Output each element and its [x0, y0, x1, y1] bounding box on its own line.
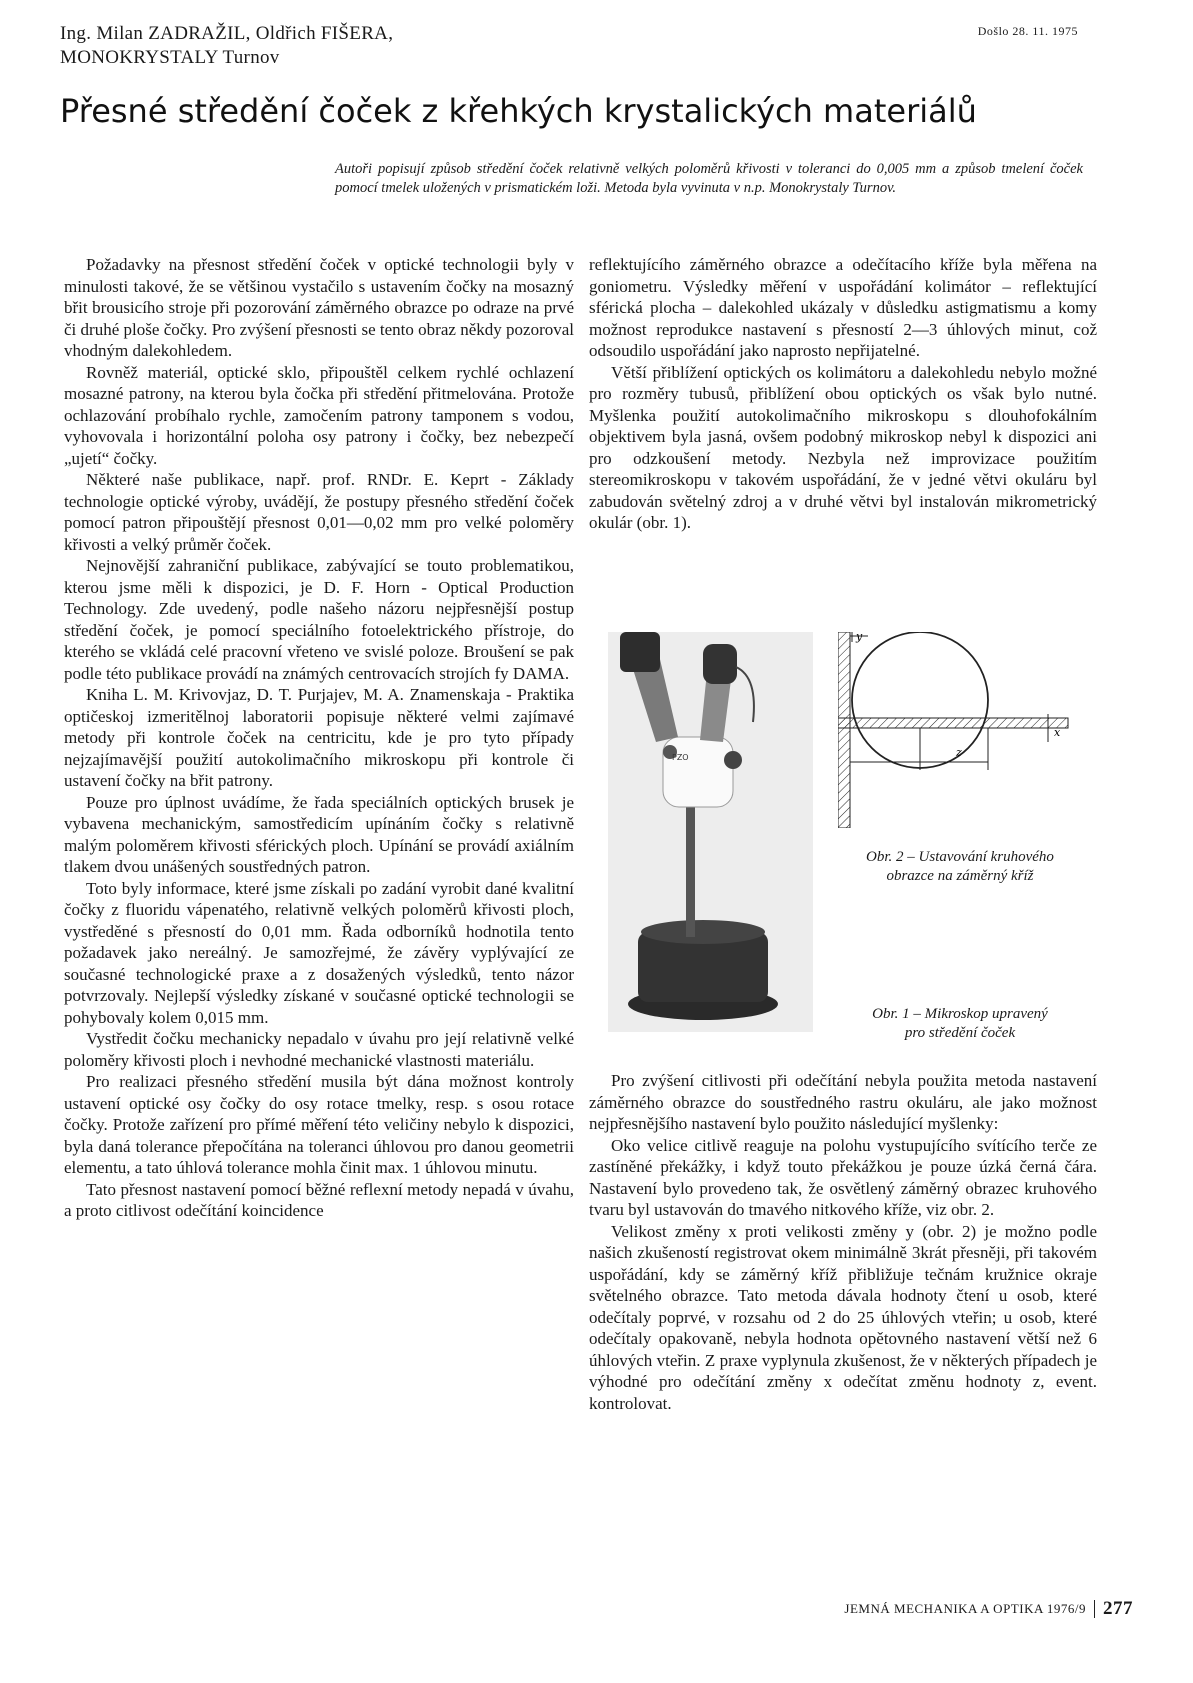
label-z: z — [956, 746, 962, 759]
diagram-svg — [838, 632, 1090, 828]
label-y: y — [856, 632, 863, 643]
alignment-diagram — [838, 632, 1090, 828]
paragraph: Tato přesnost nastavení pomocí běžné reflexní metody nepadá v úvahu, a proto citlivost odečítání koincidence — [64, 1179, 574, 1220]
body-column-left — [64, 254, 574, 1222]
paragraph: Toto byly informace, které jsme získali po zadání vyrobit dané kvalitní čočky z fluoridu vápenatého, relativně velkých poloměrů křivosti ploch, vystředěné s přesností do 0,01 mm. Řada odborníků hodnotila tento požadavek jako nereálný. Je samozřejmé, že závěry vyplývající ze současné technologické praxe a z dosažených výsledků, tento názor potvrzovaly. Nejlepší výsledky získané v současné optické technologii se pohybovaly kolem 0,015 mm. — [64, 878, 574, 1027]
paragraph: Velikost změny x proti velikosti změny y (obr. 2) je možno podle našich zkušeností registrovat okem minimálně 3krát přesněji, při takovém uspořádání, kdy se záměrný kříž přibližuje tečnám kružnice okraje světelného obrazce. Tato metoda dávala hodnoty čtení u osob, které odečítaly poprvé, v rozsahu od 2 do 25 úhlových vteřin; u osob, které odečítaly opakovaně, nebyla hodnota opětovného nastavení větší než 6 úhlových vteřin. Z praxe vyplynula zkušenost, že v některých případech je výhodné pro odečítání změny x odečítat změnu hodnoty z, event. kontrolovat. — [589, 1221, 1097, 1413]
footer-divider — [1094, 1600, 1095, 1618]
authors-line: Ing. Milan ZADRAŽIL, Oldřich FIŠERA, — [60, 23, 394, 44]
paragraph: Rovněž materiál, optické sklo, připouštěl celkem rychlé ochlazení mosazné patrony, na kterou byla čočka při středění přitmelována. Protože ochlazování probíhalo rychle, zamočením patrony tamponem s vodou, vyhovovala i horizontální poloha osy patrony i čočky, bez nebezpečí „ujetí“ čočky. — [64, 362, 574, 468]
body-column-right-top — [589, 254, 1097, 534]
caption-line: obrazce na záměrný kříž — [886, 868, 1034, 884]
received-date: Došlo 28. 11. 1975 — [977, 24, 1078, 38]
microscope-illustration — [608, 632, 813, 1032]
authors-block — [60, 22, 393, 70]
paragraph: Některé naše publikace, např. prof. RNDr. E. Keprt - Základy technologie optické výroby, uvádějí, že postupy přesného středění čoček pomocí patron připouštějí přesnost 0,01—0,02 mm pro velké poloměry křivosti a velký průměr čoček. — [64, 470, 574, 554]
paragraph: Pouze pro úplnost uvádíme, že řada speciálních optických brusek je vybavena mechanickým, samostředicím upínáním čočky s relativně malým poloměrem křivosti sférických ploch. Upínání se provádí axiálním tlakem dvou unášených soustředných patron. — [64, 792, 574, 876]
figure-2-caption — [830, 848, 1090, 886]
paragraph: Pro realizaci přesného středění musila být dána možnost kontroly ustavení optické osy čočky do osy rotace tmelky, resp. s osou rotace čočky. Protože zařízení pro přímé měření této veličiny nebylo k dispozici, byla daná tolerance přepočítána na toleranci úhlovou pro danou geometrii elementu, a tato úhlová tolerance mohla činit max. 1 úhlovou minutu. — [64, 1072, 574, 1177]
article-title: Přesné středění čoček z křehkých krystalických materiálů — [60, 92, 977, 130]
journal-name: JEMNÁ MECHANIKA A OPTIKA 1976/9 — [844, 1601, 1086, 1616]
paragraph: Pro zvýšení citlivosti při odečítání nebyla použita metoda nastavení záměrného obrazce do soustředného rastru okuláru, ale jako možnost nejpřesnějšího nastavení bylo použito následující myšlenky: — [589, 1071, 1097, 1133]
microscope-photo — [608, 632, 813, 1032]
caption-line: pro středění čoček — [904, 1025, 1016, 1041]
affiliation-line: MONOKRYSTALY Turnov — [60, 47, 280, 68]
body-column-right-bottom — [589, 1070, 1097, 1414]
paragraph: Kniha L. M. Krivovjaz, D. T. Purjajev, M. A. Znamenskaja - Praktika optičeskoj izmeritělnoj laboratorii popisuje některé velmi zajímavé metody při kontrole čoček na centricitu, kde je pro tyto případy nejzajímavější použití autokolimačního mikroskopu při kontrole či ustavení čočky na břit patrony. — [64, 685, 574, 790]
caption-line: Obr. 2 – Ustavování kruhového — [866, 849, 1054, 865]
figure-1-caption — [835, 1005, 1085, 1043]
paragraph: Větší přiblížení optických os kolimátoru a dalekohledu nebylo možné pro rozměry tubusů, přiblížení obou optických os však bylo nutné. Myšlenka použití autokolimačního mikroskopu s dlouhofokálním objektivem byla jasná, ovšem podobný mikroskop nebyl k dispozici ani pro odzkoušení metody. Nezbyla než improvizace použitím stereomikroskopu v takovém uspořádání, že v jedné větvi okuláru byl zabudován světelný zdroj a v druhé větvi byl instalován mikrometrický okulár (obr. 1). — [589, 362, 1097, 532]
paragraph: Nejnovější zahraniční publikace, zabývající se touto problematikou, kterou jsme měli k dispozici, je D. F. Horn - Optical Production Technology. Zde uvedený, podle našeho názoru nejpřesnější postup středění čoček, je pomocí speciálního fotoelektrického přístroje, do kterého se vkládá celé pracovní vřeteno ve svislé poloze. Broušení se pak podle této publikace provádí na známých centrovacích strojích fy DAMA. — [64, 556, 574, 683]
paragraph: Oko velice citlivě reaguje na polohu vystupujícího svítícího terče ze zastíněné překážky, i když touto překážkou je pouze úzká černá čára. Nastavení bylo provedeno tak, že osvětlený záměrný obrazec kruhového tvaru byl ustavován do tmavého nitkového kříže, viz obr. 2. — [589, 1135, 1097, 1219]
photo-label: PZO — [672, 753, 689, 762]
paragraph: Vystředit čočku mechanicky nepadalo v úvahu pro její relativně velké poloměry křivosti ploch i nevhodné mechanické vlastnosti materiálu. — [64, 1029, 574, 1070]
page-footer — [844, 1598, 1133, 1620]
vertical-reticle-line — [838, 632, 850, 828]
paragraph: Požadavky na přesnost středění čoček v optické technologii byly v minulosti takové, že se většinou vystačilo s ustavením čočky na mosazný břit brousicího stroje při pozorování záměrného obrazce po odraze na prvé či druhé ploše čočky. Pro zvýšení přesnosti se tento obraz někdy pozoroval vhodným dalekohledem. — [64, 255, 574, 360]
label-x: x — [1054, 726, 1061, 739]
caption-line: Obr. 1 – Mikroskop upravený — [872, 1006, 1048, 1022]
page-number: 277 — [1103, 1598, 1133, 1619]
horizontal-reticle-line — [838, 718, 1068, 728]
paragraph: reflektujícího záměrného obrazce a odečítacího kříže byla měřena na goniometru. Výsledky měření v uspořádání kolimátor – reflektující sférická plocha – dalekohled ukázaly v důsledku astigmatismu a komy možnost reprodukce nastavení s přesností 2—3 úhlových minut, což odsoudilo uspořádání jako naprosto nepřijatelné. — [589, 255, 1097, 360]
abstract: Autoři popisují způsob středění čoček relativně velkých poloměrů křivosti v toleranci do 0,005 mm a způsob tmelení čoček pomocí tmelek uložených v prismatickém loži. Metoda byla vyvinuta v n.p. Monokrystaly Turnov. — [335, 161, 1083, 196]
